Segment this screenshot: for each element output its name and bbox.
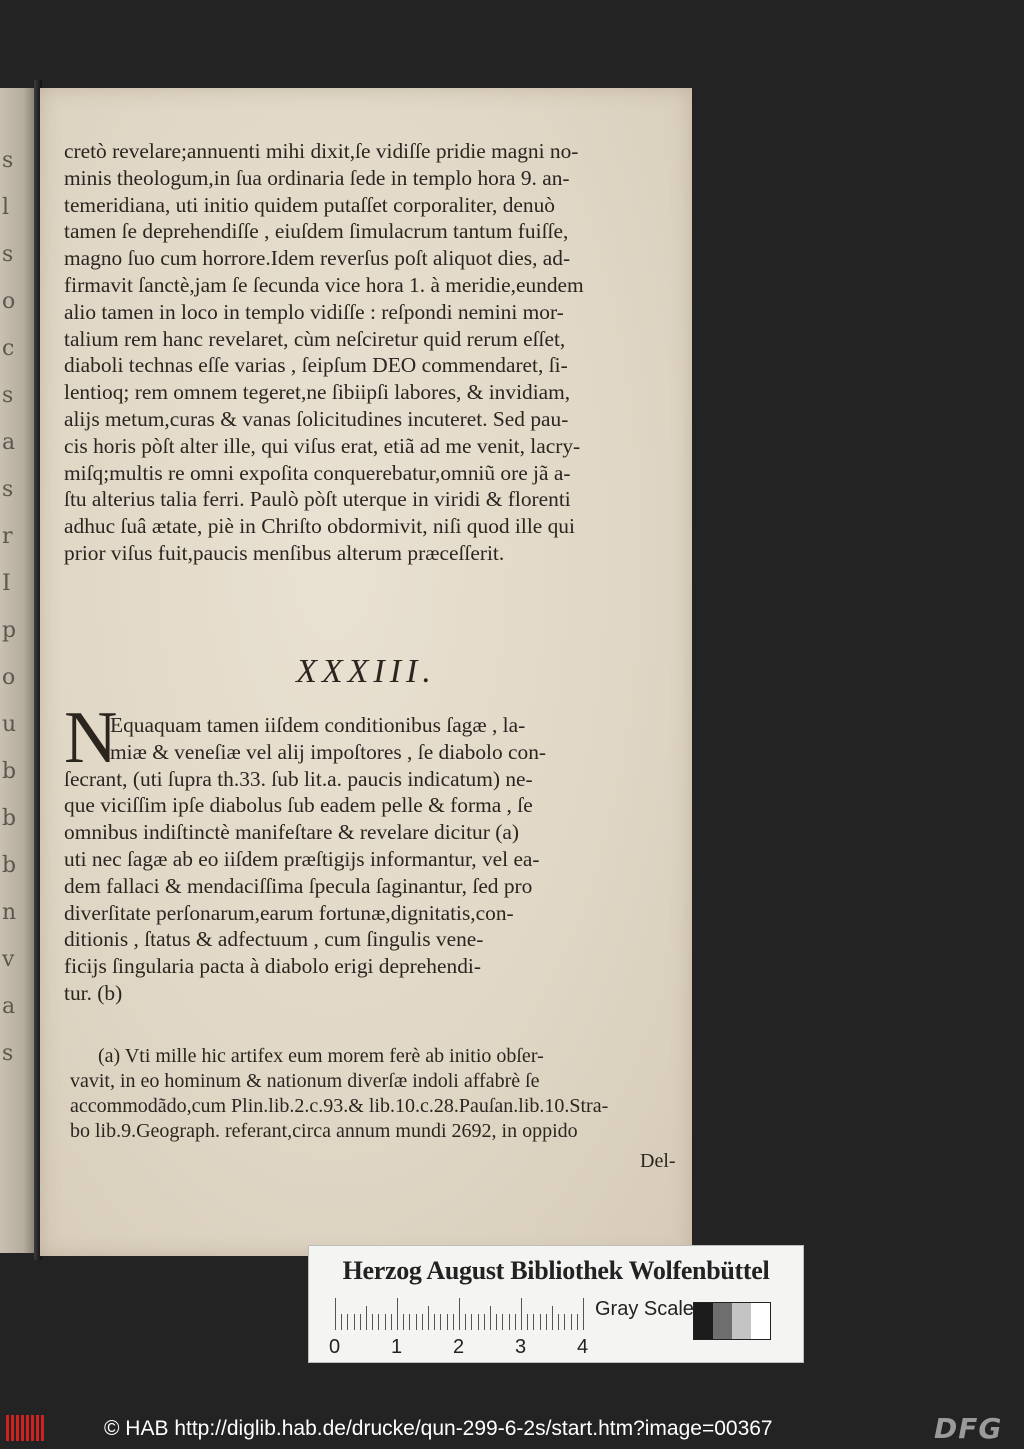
ruler-tick xyxy=(440,1314,441,1330)
main-paragraph xyxy=(64,712,684,1007)
text-line: dem fallaci & mendaciſſima ſpecula ſaginantur, ſed pro xyxy=(64,873,533,898)
text-line: magno ſuo cum horrore.Idem reverſus poſt aliquot dies, ad- xyxy=(64,246,571,271)
dfg-logo: DFG xyxy=(934,1412,1003,1445)
text-line: tamen ſe deprehendiſſe , eiuſdem ſimulacrum tantum fuiſſe, xyxy=(64,219,569,244)
text-line: que viciſſim ipſe diabolus ſub eadem pelle & forma , ſe xyxy=(64,793,533,818)
scale-number: 4 xyxy=(577,1336,589,1358)
card-title: Herzog August Bibliothek Wolfenbüttel xyxy=(342,1256,770,1285)
ruler-tick xyxy=(533,1314,534,1330)
prev-page-fragment: a xyxy=(2,430,16,455)
ruler-tick xyxy=(459,1298,460,1330)
text-line: Equaquam tamen iiſdem conditionibus ſagæ , la- xyxy=(110,713,526,737)
prev-page-fragment: b xyxy=(2,806,17,831)
ruler-tick xyxy=(583,1298,584,1330)
ruler-tick xyxy=(527,1314,528,1330)
prev-page-fragment: s xyxy=(2,477,14,502)
prev-page-fragment: l xyxy=(2,195,10,220)
text-line: ditionis , ſtatus & adfectuum , cum ſingulis vene- xyxy=(64,927,484,952)
footer-bar xyxy=(0,1408,1024,1449)
scale-number: 0 xyxy=(329,1336,341,1358)
prev-page-fragment: p xyxy=(2,618,17,643)
ruler-tick xyxy=(347,1314,348,1330)
ruler-tick xyxy=(577,1314,578,1330)
ruler-tick xyxy=(540,1314,541,1330)
ruler-tick xyxy=(515,1314,516,1330)
ruler-tick xyxy=(397,1298,398,1330)
text-line: talium rem hanc revelaret, cùm neſciretur quid rerum eſſet, xyxy=(64,326,566,351)
ruler-tick xyxy=(409,1314,410,1330)
text-line: cretò revelare;annuenti mihi dixit,ſe vidiſſe pridie magni no- xyxy=(64,139,579,163)
ruler-tick xyxy=(558,1314,559,1330)
text-line: tur. (b) xyxy=(64,980,123,1005)
prev-page-fragment: b xyxy=(2,853,17,878)
prev-page-fragment: u xyxy=(2,712,17,737)
text-line: prior viſus fuit,paucis menſibus alterum præceſſerit. xyxy=(64,540,505,565)
prev-page-fragment: s xyxy=(2,383,14,408)
text-line: uti nec ſagæ ab eo iiſdem præſtigijs informantur, vel ea- xyxy=(64,846,540,871)
text-line: diaboli technas eſſe varias , ſeipſum DEO commendaret, ſi- xyxy=(64,353,568,378)
prev-page-fragment: n xyxy=(2,900,17,925)
scale-number: 3 xyxy=(515,1336,527,1358)
text-line: ficijs ſingularia pacta à diabolo erigi deprehendi- xyxy=(64,954,481,979)
ruler-tick xyxy=(434,1314,435,1330)
ruler-tick xyxy=(416,1314,417,1330)
gray-scale-swatches xyxy=(693,1302,771,1340)
ruler-tick xyxy=(360,1314,361,1330)
ruler-tick xyxy=(502,1314,503,1330)
ruler-tick xyxy=(484,1314,485,1330)
text-line: firmavit ſanctè,jam ſe ſecunda vice hora 1. à meridie,eundem xyxy=(64,272,584,297)
section-heading: XXXIII. xyxy=(296,653,436,690)
ruler-tick xyxy=(391,1314,392,1330)
catchword: Del- xyxy=(640,1150,676,1172)
footnote xyxy=(70,1044,686,1144)
prev-page-fragment: o xyxy=(2,665,16,690)
ruler-tick xyxy=(385,1314,386,1330)
prev-page-fragment: o xyxy=(2,289,16,314)
text-line: bo lib.9.Geograph. referant,circa annum mundi 2692, in oppido xyxy=(70,1120,578,1142)
text-line: temeridiana, uti initio quidem putaſſet corporaliter, denuò xyxy=(64,192,555,217)
ruler-tick xyxy=(335,1298,336,1330)
ruler-tick xyxy=(571,1314,572,1330)
ruler-tick xyxy=(521,1298,522,1330)
text-line: alijs metum,curas & vanas ſolicitudines incuteret. Sed pau- xyxy=(64,406,569,431)
text-line: ſtu alterius talia ferri. Paulò pòſt uterque in viridi & florenti xyxy=(64,487,571,512)
gray-swatch xyxy=(751,1303,770,1339)
ruler-tick xyxy=(465,1314,466,1330)
ruler-tick xyxy=(496,1314,497,1330)
text-line: minis theologum,in ſua ordinaria ſede in templo hora 9. an- xyxy=(64,165,570,190)
ruler-tick xyxy=(341,1314,342,1330)
ruler-tick xyxy=(552,1306,553,1330)
scale-number: 2 xyxy=(453,1336,465,1358)
calibration-card xyxy=(308,1245,804,1363)
ruler-tick xyxy=(372,1314,373,1330)
scale-number: 1 xyxy=(391,1336,403,1358)
ruler-tick xyxy=(546,1314,547,1330)
ruler-tick xyxy=(490,1306,491,1330)
prev-page-fragment: s xyxy=(2,148,14,173)
ruler-tick xyxy=(428,1306,429,1330)
ruler-tick xyxy=(366,1306,367,1330)
drop-cap: N xyxy=(64,697,118,779)
ruler-scale xyxy=(335,1298,587,1330)
ruler-tick xyxy=(564,1314,565,1330)
previous-page-strip xyxy=(0,88,34,1253)
text-line: alio tamen in loco in templo vidiſſe : reſpondi nemini mor- xyxy=(64,299,564,324)
hab-logo-icon xyxy=(6,1415,46,1441)
footer-url-text: © HAB http://diglib.hab.de/drucke/qun-299-6-2s/start.htm?image=00367 xyxy=(104,1417,773,1440)
ruler-tick xyxy=(403,1314,404,1330)
text-line: accommodãdo,cum Plin.lib.2.c.93.& lib.10.c.28.Pauſan.lib.10.Stra- xyxy=(70,1095,609,1117)
ruler-tick xyxy=(453,1314,454,1330)
text-line: cis horis pòſt alter ille, qui viſus erat, etiã ad me venit, lacry- xyxy=(64,433,581,458)
ruler-tick xyxy=(447,1314,448,1330)
ruler-tick xyxy=(478,1314,479,1330)
gray-scale-label: Gray Scale xyxy=(595,1298,694,1320)
text-line: omnibus indiſtinctè manifeſtare & revelare dicitur (a) xyxy=(64,820,519,845)
text-line: (a) Vti mille hic artifex eum morem ferè ab initio obſer- xyxy=(98,1045,544,1067)
book-page xyxy=(40,88,692,1256)
prev-page-fragment: s xyxy=(2,1041,14,1066)
text-line: ſecrant, (uti ſupra th.33. ſub lit.a. paucis indicatum) ne- xyxy=(64,766,533,791)
prev-page-fragment: s xyxy=(2,242,14,267)
prev-page-fragment: v xyxy=(2,947,15,972)
text-line: adhuc ſuâ ætate, piè in Chriſto obdormivit, niſi quod ille qui xyxy=(64,514,575,539)
prev-page-fragment: c xyxy=(2,336,15,361)
ruler-tick xyxy=(354,1314,355,1330)
ruler-tick xyxy=(471,1314,472,1330)
ruler-tick xyxy=(509,1314,510,1330)
gray-swatch xyxy=(713,1303,732,1339)
text-line: diverſitate perſonarum,earum fortunæ,dignitatis,con- xyxy=(64,900,514,925)
gray-swatch xyxy=(732,1303,751,1339)
prev-page-fragment: a xyxy=(2,994,16,1019)
text-line: miſq;multis re omni expoſita conquerebatur,omniũ ore jã a- xyxy=(64,460,571,485)
ruler-tick xyxy=(378,1314,379,1330)
text-line: lentioq; rem omnem tegeret,ne ſibiipſi labores, & invidiam, xyxy=(64,380,571,405)
prev-page-fragment: b xyxy=(2,759,17,784)
body-paragraph xyxy=(64,138,684,567)
text-line: vavit, in eo hominum & nationum diverſæ indoli affabrè ſe xyxy=(70,1070,540,1092)
ruler-tick xyxy=(422,1314,423,1330)
prev-page-fragment: r xyxy=(2,524,13,549)
text-line: miæ & veneſiæ vel alij impoſtores , ſe diabolo con- xyxy=(110,739,547,764)
gray-swatch xyxy=(694,1303,713,1339)
prev-page-fragment: I xyxy=(2,571,11,596)
